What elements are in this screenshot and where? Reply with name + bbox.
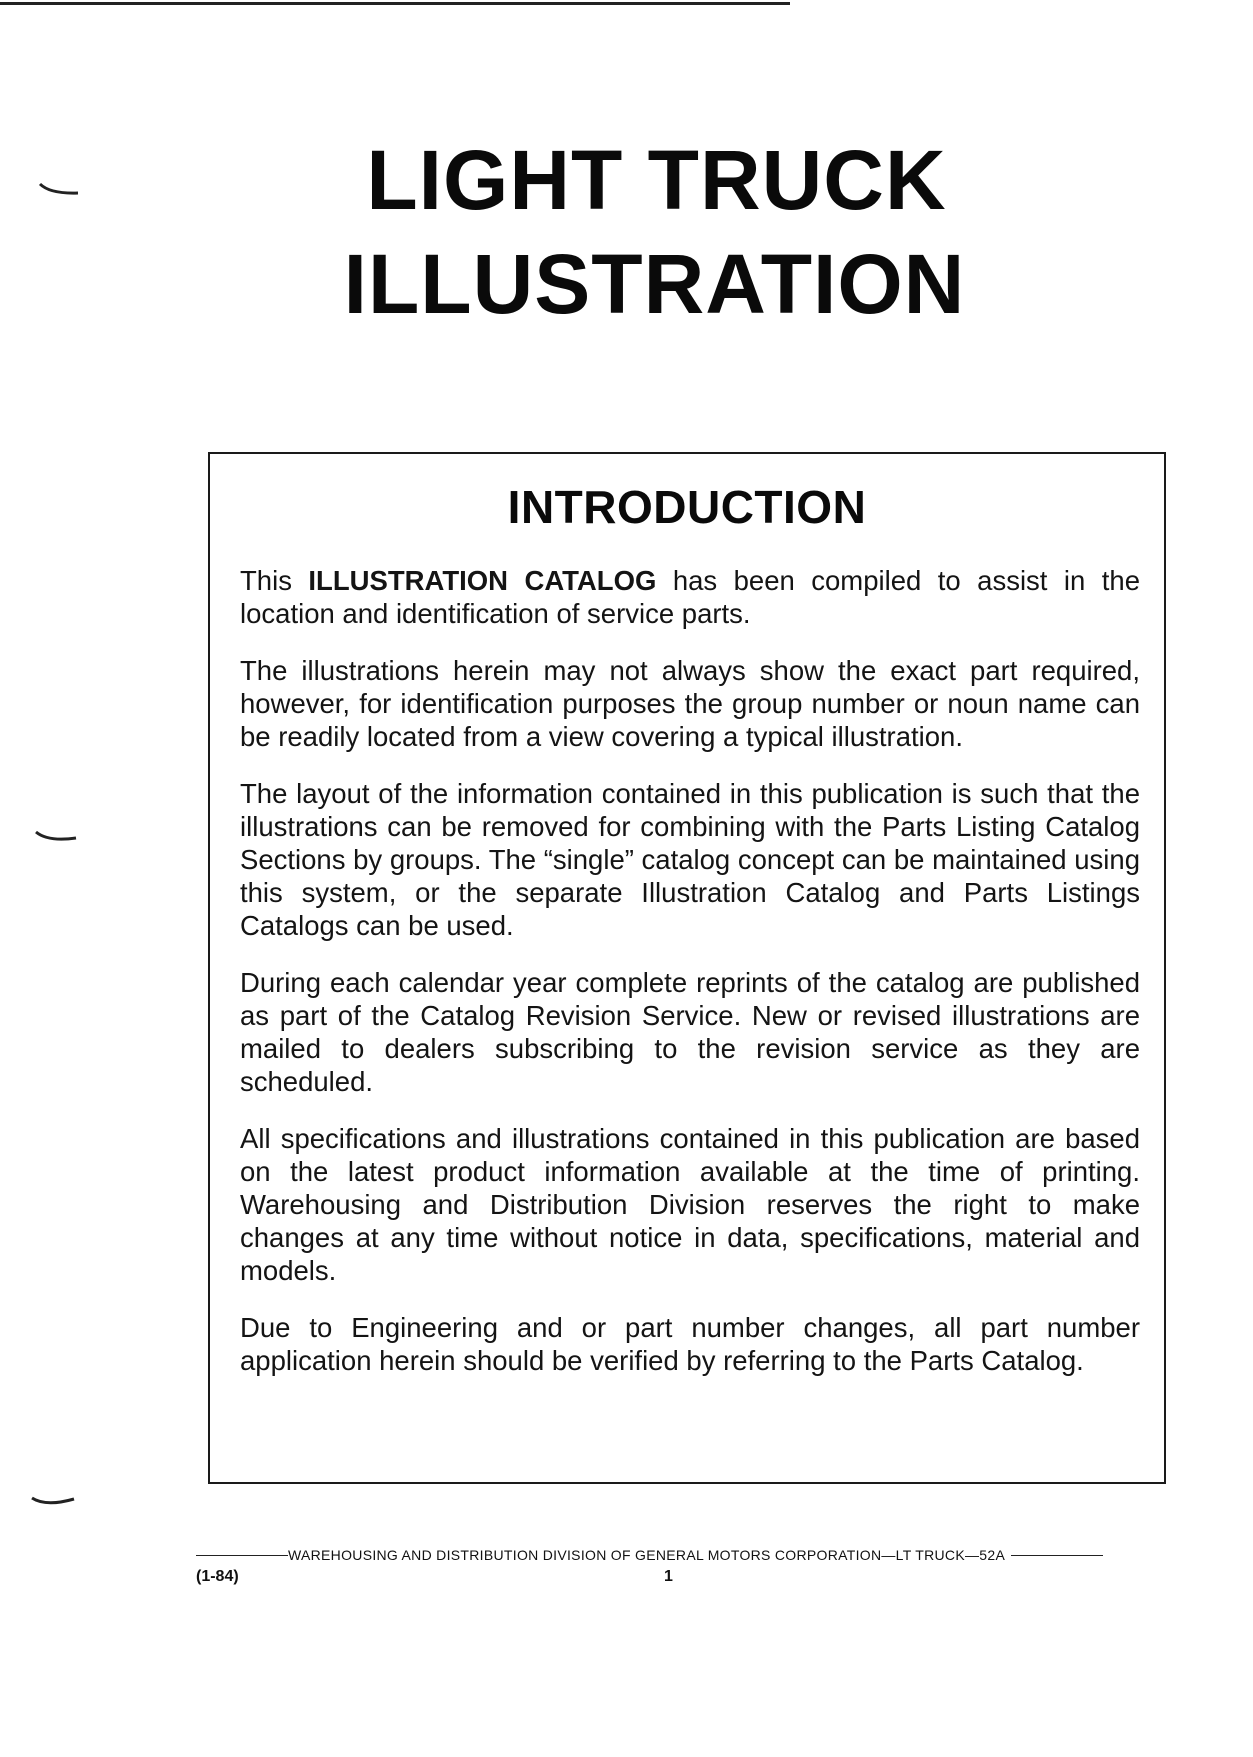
binder-mark-icon xyxy=(34,830,80,844)
introduction-heading: INTRODUCTION xyxy=(507,481,867,533)
intro-paragraph-1 xyxy=(240,564,1140,630)
intro-paragraph-1-pre: This xyxy=(240,565,309,596)
binder-mark-icon xyxy=(30,1495,76,1509)
introduction-box xyxy=(208,452,1166,1484)
introduction-body xyxy=(240,564,1140,1401)
footer-division-line xyxy=(196,1547,1166,1563)
footer-division-text: WAREHOUSING AND DISTRIBUTION DIVISION OF GENERAL MOTORS CORPORATION—LT TRUCK—52A xyxy=(288,1547,1006,1563)
page-number: 1 xyxy=(664,1568,673,1585)
intro-paragraph-4: During each calendar year complete reprints of the catalog are published as part of the Catalog Revision Service. New or revised illustrations are mailed to dealers subscribing to the revision service as they are scheduled. xyxy=(240,967,1140,1097)
footer-date-code: (1-84) xyxy=(196,1568,239,1585)
title-line-2: ILLUSTRATION xyxy=(343,237,966,331)
intro-paragraph-5: All specifications and illustrations contained in this publication are based on the latest product information available at the time of printing. Warehousing and Distribution Division reserves the right to make changes at any time without notice in data, specifications, material and models. xyxy=(240,1123,1140,1286)
intro-paragraph-6: Due to Engineering and or part number changes, all part number application herein should be verified by referring to the Parts Catalog. xyxy=(240,1312,1140,1376)
intro-paragraph-2: The illustrations herein may not always show the exact part required, however, for identification purposes the group number or noun name can be readily located from a view covering a typical illustration. xyxy=(240,655,1140,752)
footer-rule-left xyxy=(196,1555,288,1556)
intro-paragraph-1-bold: ILLUSTRATION CATALOG xyxy=(308,565,657,596)
intro-paragraph-3: The layout of the information contained in this publication is such that the illustrations can be removed for combining with the Parts Listing Catalog Sections by groups. The “single” catalog concept can be maintained using this system, or the separate Illustration Catalog and Parts Listings Catalogs can be used. xyxy=(240,778,1140,941)
intro-paragraph-1-post: has been compiled to assist in the location and identification of service parts. xyxy=(240,565,1140,629)
footer-rule-right xyxy=(1011,1555,1103,1556)
page-title xyxy=(0,128,1253,336)
title-line-1: LIGHT TRUCK xyxy=(366,133,947,227)
top-rule xyxy=(0,2,790,5)
